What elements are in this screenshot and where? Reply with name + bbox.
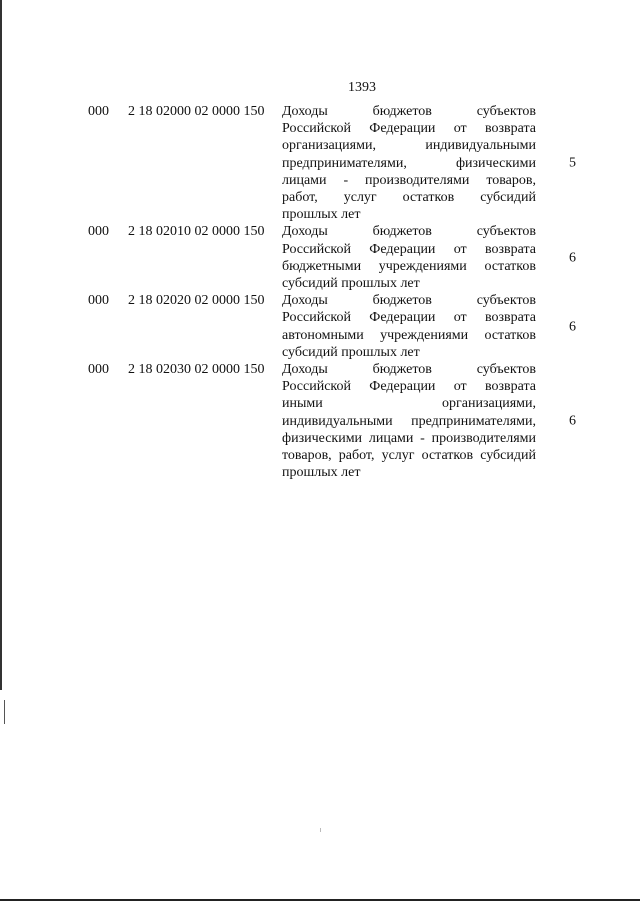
table-row [0, 103, 640, 223]
description-line: субсидий прошлых лет [282, 344, 420, 360]
row-description [282, 361, 536, 481]
admin-code: 000 [88, 224, 109, 240]
page-number: 1393 [348, 80, 376, 95]
description-line: бюджетными учреждениями остатков [282, 258, 536, 274]
table-row [0, 292, 640, 361]
scan-speck [320, 828, 321, 832]
description-line: Российской Федерации от возврата [282, 121, 536, 137]
budget-classification-code: 2 18 02000 02 0000 150 [128, 104, 265, 119]
description-line: Российской Федерации от возврата [282, 241, 536, 257]
description-line: прошлых лет [282, 207, 361, 223]
description-line: физическими лицами - производителями [282, 430, 536, 446]
admin-code: 000 [88, 293, 109, 309]
row-amount: 5 [569, 155, 576, 171]
description-line: Российской Федерации от возврата [282, 379, 536, 395]
description-line: Российской Федерации от возврата [282, 310, 536, 326]
description-line: прошлых лет [282, 465, 361, 481]
scan-mark [4, 700, 5, 724]
scan-bottom-edge [0, 899, 640, 901]
row-amount: 6 [569, 319, 576, 335]
admin-code: 000 [88, 104, 109, 119]
description-line: Доходы бюджетов субъектов [282, 293, 536, 309]
description-line: работ, услуг остатков субсидий [282, 190, 536, 206]
row-description [282, 103, 536, 223]
budget-code-table [0, 103, 640, 481]
description-line: субсидий прошлых лет [282, 276, 420, 292]
description-line: Доходы бюджетов субъектов [282, 224, 536, 240]
budget-classification-code: 2 18 02010 02 0000 150 [128, 224, 265, 240]
description-line: товаров, работ, услуг остатков субсидий [282, 448, 536, 464]
admin-code: 000 [88, 362, 109, 378]
row-amount: 6 [569, 250, 576, 266]
description-line: индивидуальными предпринимателями, [282, 413, 536, 429]
description-line: автономными учреждениями остатков [282, 327, 536, 343]
description-line: лицами - производителями товаров, [282, 172, 536, 188]
description-line: иными организациями, [282, 396, 536, 412]
description-line: Доходы бюджетов субъектов [282, 104, 536, 119]
budget-classification-code: 2 18 02020 02 0000 150 [128, 293, 265, 309]
row-amount: 6 [569, 413, 576, 429]
row-description [282, 223, 536, 292]
description-line: предпринимателями, физическими [282, 155, 536, 171]
table-row [0, 223, 640, 292]
description-line: Доходы бюджетов субъектов [282, 362, 536, 378]
budget-classification-code: 2 18 02030 02 0000 150 [128, 362, 265, 378]
row-description [282, 292, 536, 361]
table-row [0, 361, 640, 481]
description-line: организациями, индивидуальными [282, 138, 536, 154]
